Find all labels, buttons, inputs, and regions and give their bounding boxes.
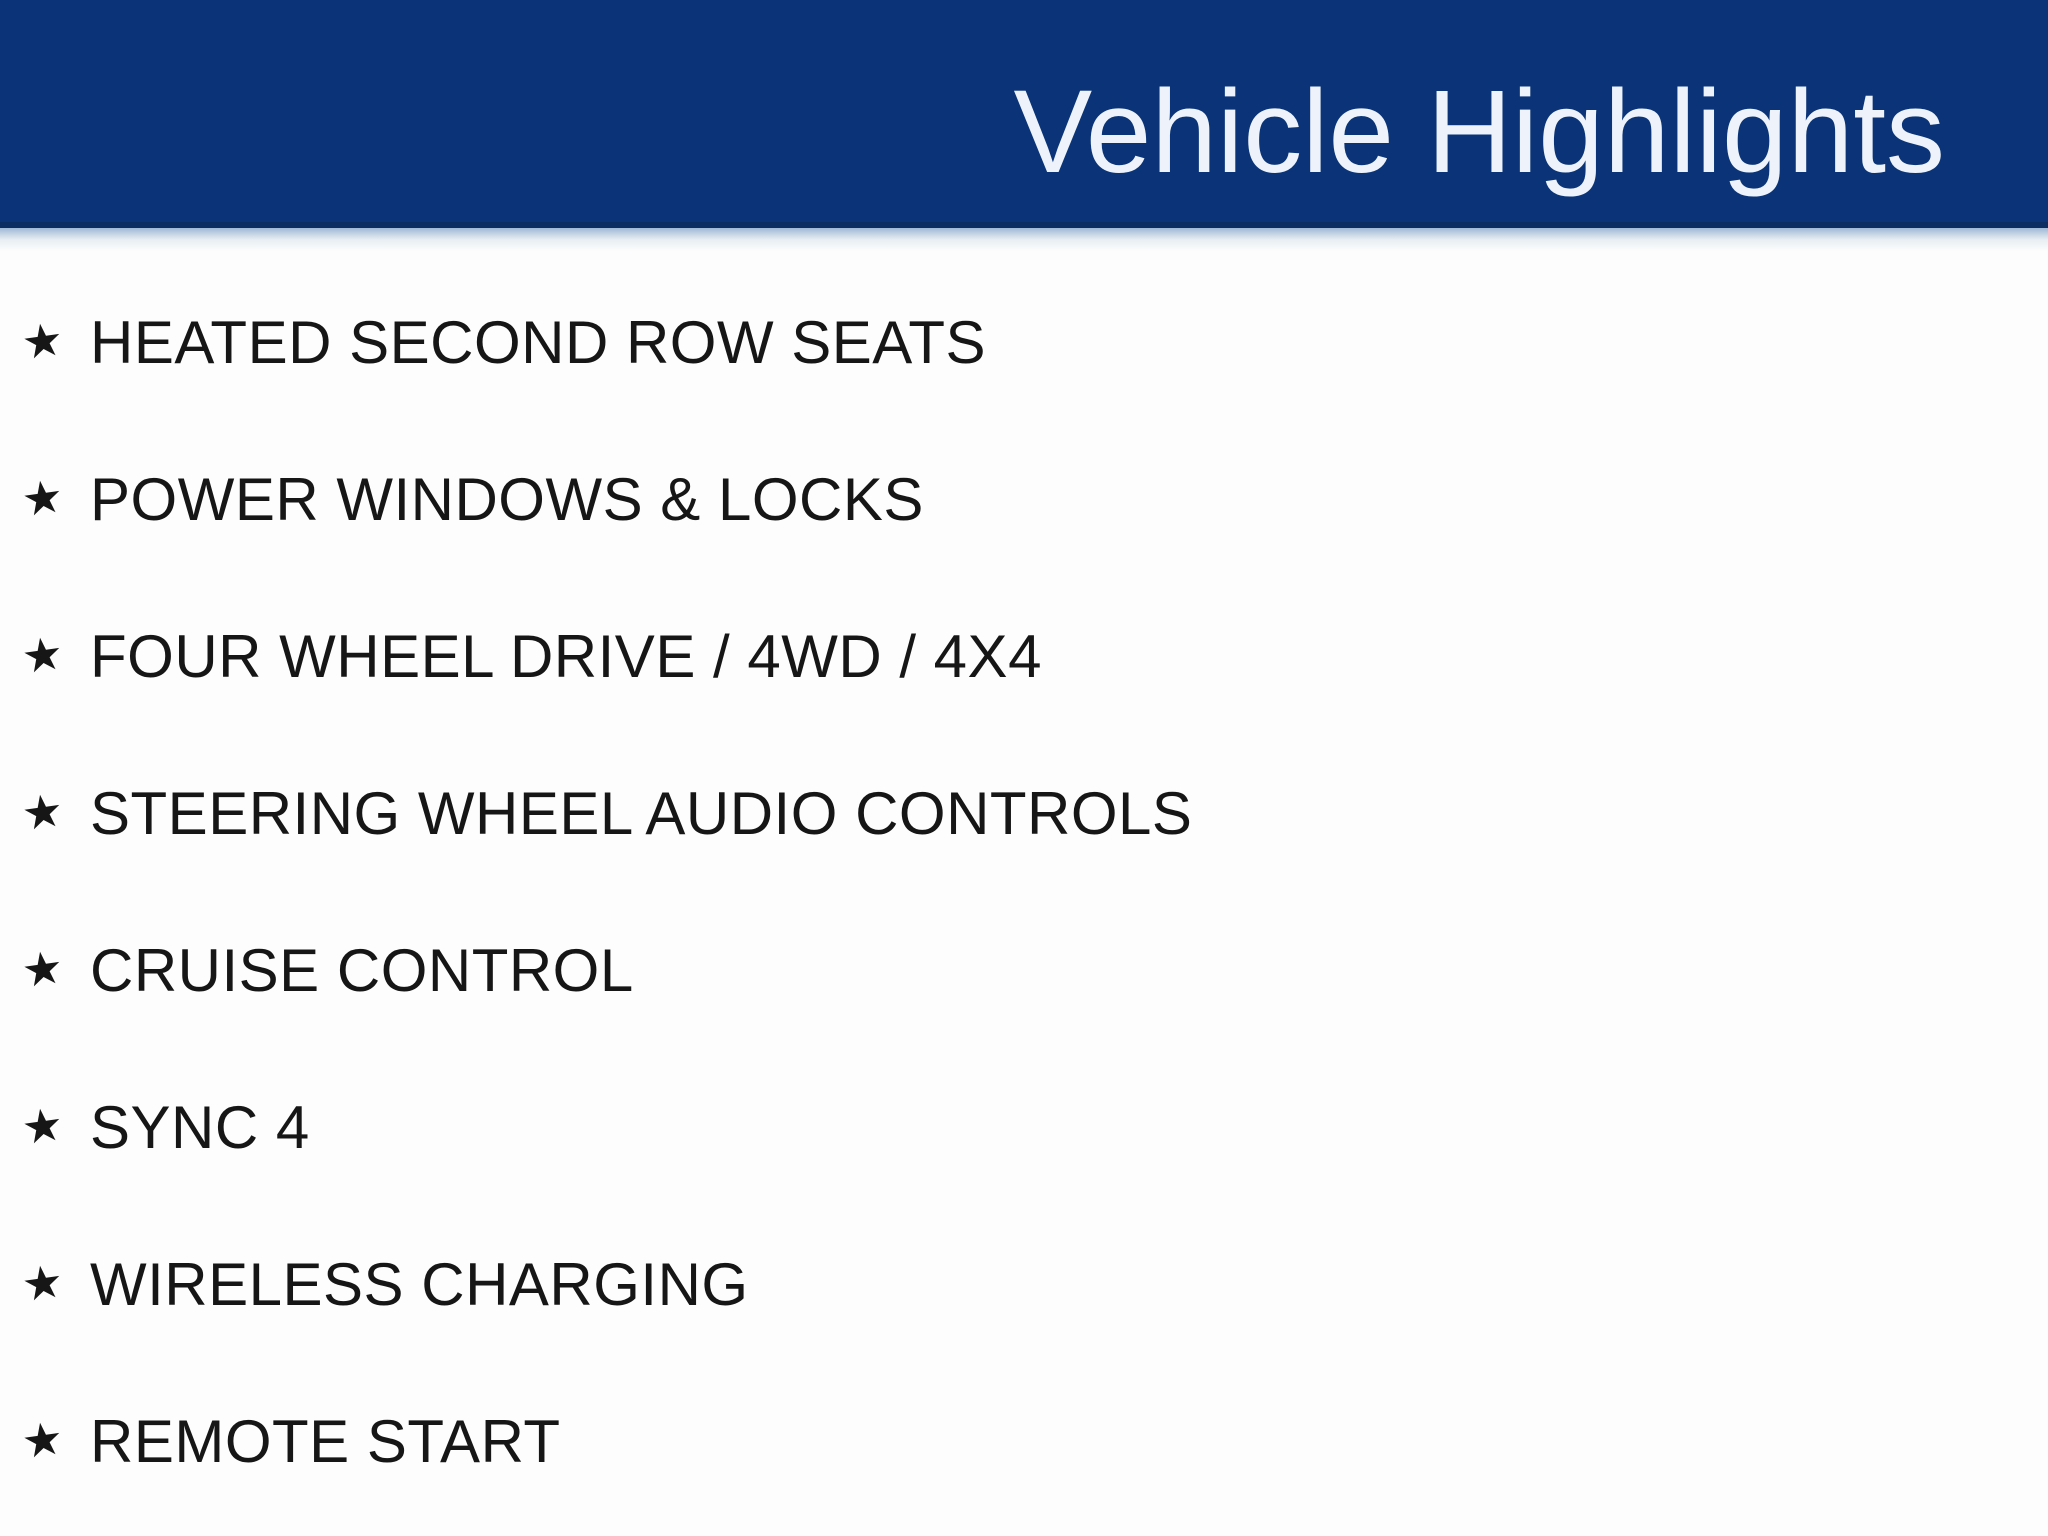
list-item <box>18 779 2048 847</box>
feature-label: POWER WINDOWS & LOCKS <box>90 465 924 533</box>
star-icon: ★ <box>18 783 67 841</box>
feature-label: WIRELESS CHARGING <box>90 1250 749 1318</box>
feature-label: STEERING WHEEL AUDIO CONTROLS <box>90 779 1193 847</box>
header-divider <box>0 228 2048 254</box>
page-title: Vehicle Highlights <box>1013 66 1945 198</box>
list-item <box>18 465 2048 533</box>
list-item <box>18 936 2048 1004</box>
list-item <box>18 1093 2048 1161</box>
feature-label: REMOTE START <box>90 1407 561 1475</box>
star-icon: ★ <box>18 312 67 370</box>
feature-label: CRUISE CONTROL <box>90 936 634 1004</box>
feature-label: SYNC 4 <box>90 1093 310 1161</box>
list-item <box>18 622 2048 690</box>
star-icon: ★ <box>18 1097 67 1155</box>
highlights-list <box>0 254 2048 1475</box>
list-item <box>18 1407 2048 1475</box>
star-icon: ★ <box>18 1411 67 1469</box>
star-icon: ★ <box>18 626 67 684</box>
star-icon: ★ <box>18 940 67 998</box>
star-icon: ★ <box>18 469 67 527</box>
list-item <box>18 308 2048 376</box>
feature-label: FOUR WHEEL DRIVE / 4WD / 4X4 <box>90 622 1042 690</box>
header-banner <box>0 0 2048 228</box>
star-icon: ★ <box>18 1254 67 1312</box>
feature-label: HEATED SECOND ROW SEATS <box>90 308 987 376</box>
list-item <box>18 1250 2048 1318</box>
